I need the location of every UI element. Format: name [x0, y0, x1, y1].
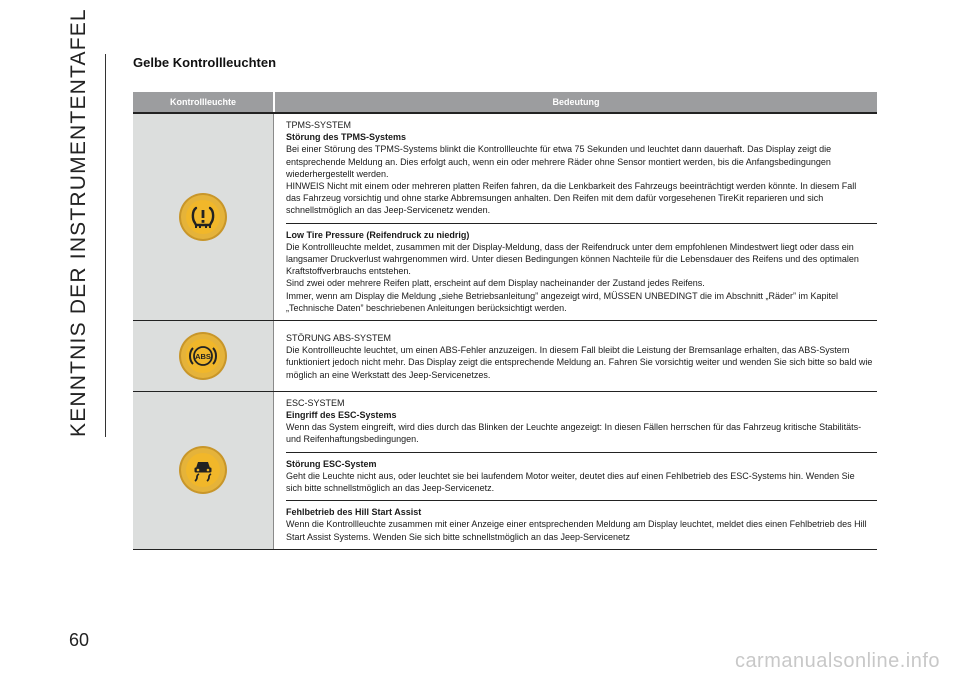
description-cell	[273, 321, 877, 391]
block-text: Sind zwei oder mehrere Reifen platt, erscheint auf dem Display nacheinander der Zustand jedes Reifens.	[286, 278, 705, 289]
side-rule	[105, 54, 106, 437]
table-row	[133, 392, 877, 550]
block-subtitle: Störung ESC-System	[286, 458, 377, 469]
block-title: STÖRUNG ABS-SYSTEM	[286, 333, 392, 344]
block-text: Die Kontrollleuchte leuchtet, um einen ABS-Fehler anzuzeigen. In diesem Fall bleibt die Leistung der Bremsanlage erhalten, das ABS-System funktioniert jedoch nicht mehr. Das Display zeigt die entsprechende Meldung an. Fahren Sie vorsichtig weiter und wenden Sie sich bitte so bald wie möglich an eine Werkstatt des Jeep-Servicenetzes.	[286, 345, 873, 380]
warning-lights-table	[133, 92, 877, 550]
header-description-column: Bedeutung	[273, 92, 877, 112]
watermark: carmanualsonline.info	[734, 650, 940, 672]
icon-cell	[133, 114, 273, 320]
block-subtitle: Störung des TPMS-Systems	[286, 132, 407, 143]
tpms-warning-icon	[186, 200, 220, 234]
description-block	[286, 452, 877, 501]
side-chapter-title: KENNTNIS DER INSTRUMENTENTAFEL	[67, 8, 90, 437]
block-text: Die Kontrollleuchte meldet, zusammen mit der Display-Meldung, dass der Reifendruck unter dem empfohlenen Mindestwert liegt oder dass ein langsamer Druckverlust wahrgenommen wird. Unter diesen Bedingungen können Nachteile für die Lebensdauer des Reifens und des optimalen Kraftstoffverbrauchs entstehen.	[286, 241, 859, 277]
block-subtitle: Low Tire Pressure (Reifendruck zu niedrig)	[286, 229, 470, 240]
description-block	[286, 392, 877, 452]
page-number: 60	[69, 630, 90, 650]
block-subtitle: Fehlbetrieb des Hill Start Assist	[286, 507, 422, 518]
abs-icon-label: ABS	[195, 351, 211, 361]
description-block	[286, 500, 877, 549]
abs-warning-icon	[186, 339, 220, 373]
block-text: Wenn das System eingreift, wird dies durch das Blinken der Leuchte angezeigt: In diesen Fällen herrschen für das Fahrzeug kritische Stabilitäts- und Reifenhaftungsbedingungen.	[286, 422, 862, 445]
block-text: Immer, wenn am Display die Meldung „siehe Betriebsanleitung” angezeigt wird, MÜSSEN UNBEDINGT die im Abschnitt „Räder” im Kapitel „Technische Daten” beschriebenen Anleitungen berücksichtigt werden.	[286, 290, 839, 313]
esc-warning-icon	[186, 453, 220, 487]
block-subtitle: Eingriff des ESC-Systems	[286, 410, 397, 421]
section-title: Gelbe Kontrollleuchten	[133, 55, 277, 70]
icon-cell	[133, 321, 273, 391]
description-block	[286, 114, 877, 223]
block-text: Bei einer Störung des TPMS-Systems blinkt die Kontrollleuchte für etwa 75 Sekunden und leuchtet dann dauerhaft. Das Display zeigt die entsprechende Meldung an. Dies erfolgt auch, wenn ein oder mehrere Räder ohne Sensor montiert werden, bis die Anfangsbedingungen wiederhergestellt werden.	[286, 144, 832, 179]
header-icon-column: Kontrollleuchte	[169, 97, 236, 107]
description-block	[286, 321, 877, 391]
block-title: TPMS-SYSTEM	[286, 120, 352, 130]
table-row	[133, 114, 877, 321]
description-cell	[273, 392, 877, 549]
icon-cell	[133, 392, 273, 549]
block-note: HINWEIS Nicht mit einem oder mehreren platten Reifen fahren, da die Lenkbarkeit des Fahrzeugs beeinträchtigt werden könnte. In diesem Fall das Fahrzeug vorsichtig und ohne starke Abbremsungen anhalten. Den Reifen mit dem dafür vorgesehenen TireKit reparieren und sich schnellstmöglich an das Jeep-Servicenetz wenden.	[286, 181, 857, 216]
block-text: Geht die Leuchte nicht aus, oder leuchtet sie bei laufendem Motor weiter, deutet dies auf einen Fehlbetrieb des ESC-Systems hin. Wenden Sie sich bitte schnellstmöglich an das Jeep-Servicenetz.	[286, 470, 855, 494]
table-header	[133, 92, 877, 112]
block-text: Wenn die Kontrollleuchte zusammen mit einer Anzeige einer entsprechenden Meldung am Display leuchtet, meldet dies einen Fehlbetrieb des Hill Start Assist Systems. Wenden Sie sich bitte schnellstmöglich an das Jeep-Servicenetz	[286, 519, 867, 542]
table-row	[133, 321, 877, 392]
description-block	[286, 223, 877, 320]
block-title: ESC-SYSTEM	[286, 397, 345, 408]
description-cell	[273, 114, 877, 320]
